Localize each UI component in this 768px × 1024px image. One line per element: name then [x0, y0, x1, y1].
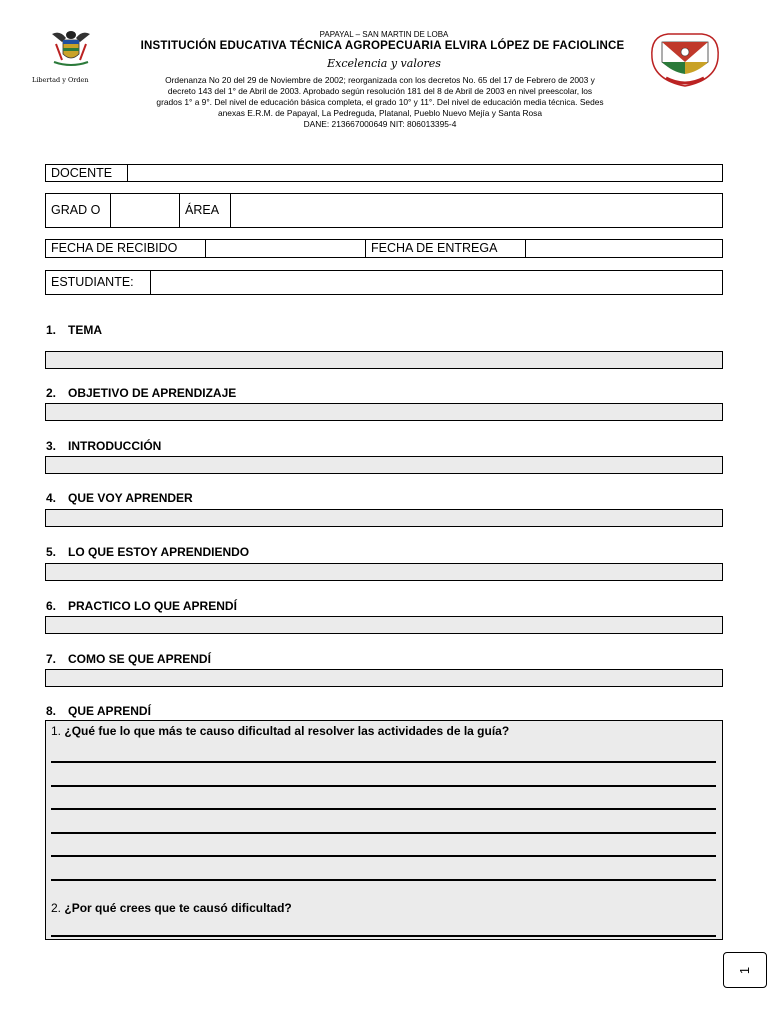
- answer-line[interactable]: [51, 855, 716, 857]
- answer-line[interactable]: [51, 832, 716, 834]
- legal-line: anexas E.R.M. de Papayal, La Pedreguda, Platanal, Pueblo Nuevo Mejía y Santa Rosa: [217, 107, 543, 118]
- answer-line[interactable]: [51, 935, 716, 937]
- section-title-practico: 6. PRACTICO LO QUE APRENDÍ: [46, 599, 237, 613]
- section-field-objetivo[interactable]: [45, 403, 723, 421]
- school-shield-icon: [648, 28, 722, 90]
- page-number: 1: [723, 952, 767, 988]
- section-field-tema[interactable]: [45, 351, 723, 369]
- section-title-que-voy-aprender: 4. QUE VOY APRENDER: [46, 491, 193, 505]
- section-field-practico[interactable]: [45, 616, 723, 634]
- legal-line: decreto 143 del 1° de Abril de 2003. Aprobado según resolución 181 del 8 de Abril de 2003 en nivel preescolar, los: [167, 85, 593, 96]
- header-location: PAPAYAL – SAN MARTIN DE LOBA: [319, 30, 449, 39]
- docente-label: DOCENTE: [46, 165, 128, 181]
- estudiante-label: ESTUDIANTE:: [46, 271, 151, 294]
- legal-line: Ordenanza No 20 del 29 de Noviembre de 2002; reorganizada con los decretos No. 65 del 17 de Febrero de 2003 y: [165, 75, 595, 85]
- section-field-aprendiendo[interactable]: [45, 563, 723, 581]
- legal-line: DANE: 213667000649 NIT: 806013395-4: [303, 118, 457, 129]
- answer-line[interactable]: [51, 785, 716, 787]
- question-1: 1. ¿Qué fue lo que más te causo dificultad al resolver las actividades de la guía?: [51, 724, 510, 738]
- estudiante-field[interactable]: [151, 271, 722, 294]
- answer-line[interactable]: [51, 808, 716, 810]
- estudiante-row: [45, 270, 723, 295]
- fechas-row: [45, 239, 723, 258]
- fecha-recibido-field[interactable]: [206, 240, 366, 257]
- docente-field[interactable]: [128, 165, 722, 181]
- docente-row: [45, 164, 723, 182]
- section-field-como-se[interactable]: [45, 669, 723, 687]
- answer-line[interactable]: [51, 879, 716, 881]
- section-field-introduccion[interactable]: [45, 456, 723, 474]
- fecha-entrega-label: FECHA DE ENTREGA: [366, 240, 526, 257]
- grado-area-row: [45, 193, 723, 228]
- section-title-objetivo: 2. OBJETIVO DE APRENDIZAJE: [46, 386, 237, 400]
- fecha-recibido-label: FECHA DE RECIBIDO: [46, 240, 206, 257]
- section-title-introduccion: 3. INTRODUCCIÓN: [46, 439, 162, 453]
- institution-name: INSTITUCIÓN EDUCATIVA TÉCNICA AGROPECUARIA ELVIRA LÓPEZ DE FACIOLINCE: [140, 40, 625, 52]
- section-title-aprendiendo: 5. LO QUE ESTOY APRENDIENDO: [46, 545, 250, 559]
- legal-line: grados 1° a 9°. Del nivel de educación básica completa, el grado 10° y 11°. Del nivel de educación media técnica. Sedes: [156, 96, 604, 107]
- section-title-tema: 1. TEMA: [46, 323, 102, 337]
- section-title-que-aprendi: 8. QUE APRENDÍ: [46, 704, 151, 718]
- area-label: ÁREA: [180, 194, 231, 227]
- area-field[interactable]: [231, 194, 722, 227]
- emblem-caption: Libertad y Orden: [32, 76, 89, 84]
- grado-field[interactable]: [111, 194, 180, 227]
- grado-label: GRAD O: [46, 194, 111, 227]
- section-field-que-voy-aprender[interactable]: [45, 509, 723, 527]
- section-title-como-se: 7. COMO SE QUE APRENDÍ: [46, 652, 211, 666]
- question-2: 2. ¿Por qué crees que te causó dificultad?: [51, 901, 292, 915]
- que-aprendi-box: [45, 720, 723, 940]
- answer-line[interactable]: [51, 761, 716, 763]
- fecha-entrega-field[interactable]: [526, 240, 722, 257]
- motto: Excelencia y valores: [327, 57, 441, 70]
- legal-text: [106, 75, 654, 130]
